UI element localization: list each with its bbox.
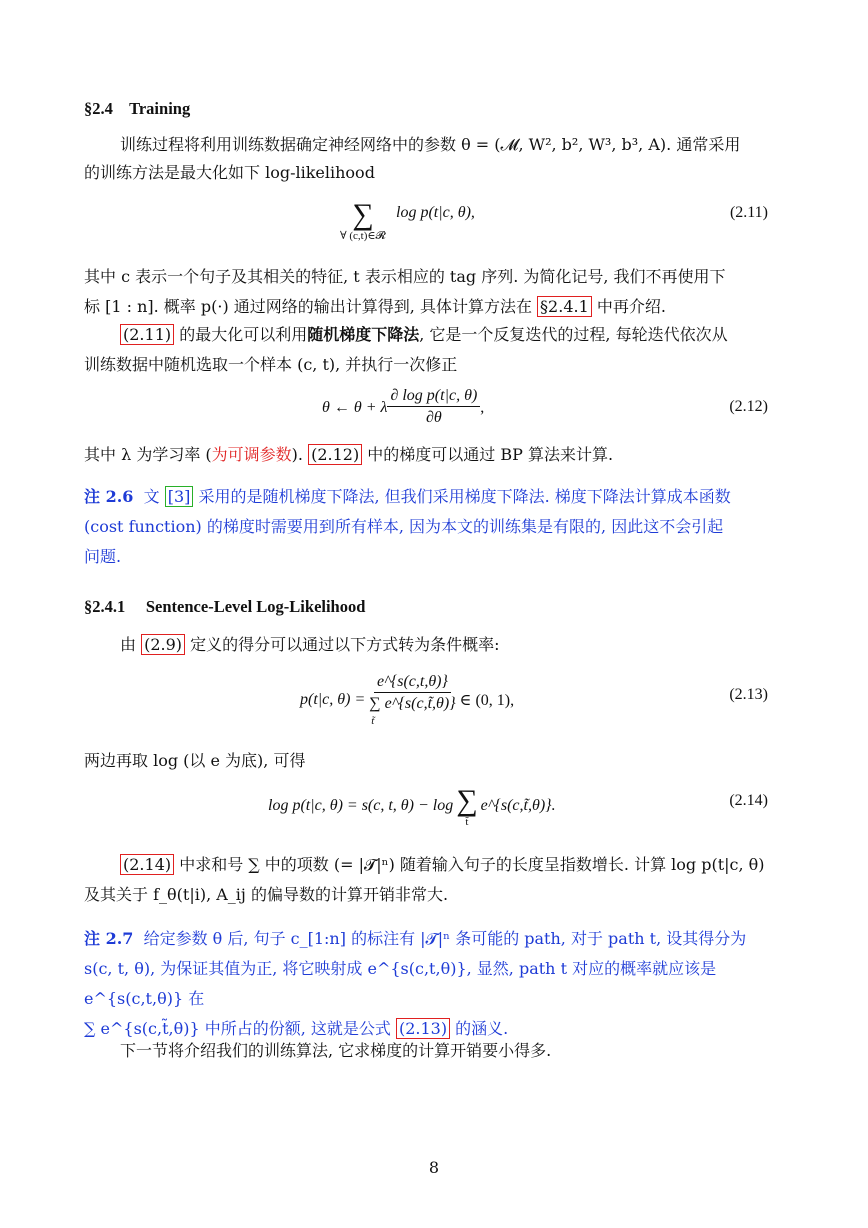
text-span: 其中 λ 为学习率 ( bbox=[84, 445, 212, 464]
numerator: e^{s(c,t,θ)} bbox=[374, 672, 451, 693]
equation-lhs: θ ← θ + λ bbox=[322, 398, 388, 416]
text-span: 两边再取 log (以 e 为底), 可得 bbox=[84, 751, 306, 770]
text-span: ). bbox=[291, 445, 309, 464]
highlight-text: 为可调参数 bbox=[211, 445, 292, 464]
equation-2-13 bbox=[84, 668, 768, 740]
equation-link[interactable]: (2.11) bbox=[120, 324, 174, 345]
paragraph-2-line-1: 其中 c 表示一个句子及其相关的特征, t 表示相应的 tag 序列. 为简化记号, 我们不再使用下 bbox=[84, 267, 726, 286]
note-2-7-line-2: s(c, t, θ), 为保证其值为正, 将它映射成 e^{s(c,t,θ)}, 显然, path t 对应的概率就应该是 e^{s(c,t,θ)} 在 bbox=[84, 959, 717, 1008]
note-2-6-line-2: (cost function) 的梯度时需要用到所有样本, 因为本文的训练集是有限的, 因此这不会引起 bbox=[84, 517, 724, 536]
equation-lhs: log p(t|c, θ) = s(c, t, θ) − log bbox=[268, 797, 454, 814]
section-title: Training bbox=[129, 99, 191, 118]
equation-2-11-body: log p(t|c, θ), bbox=[396, 204, 475, 221]
note-label: 注 2.6 bbox=[84, 487, 134, 506]
text-span: 给定参数 θ 后, 句子 c_[1:n] 的标注有 |𝓣|ⁿ 条可能的 path, 对于 path t, 设其得分为 bbox=[143, 929, 747, 948]
equation-2-12-body bbox=[322, 386, 484, 429]
fraction bbox=[369, 672, 455, 727]
subsection-heading bbox=[84, 592, 768, 622]
equation-number: (2.12) bbox=[729, 398, 768, 415]
text-span: 由 bbox=[120, 635, 142, 654]
equation-number: (2.14) bbox=[729, 792, 768, 809]
text-span: 中的梯度可以通过 BP 算法来计算. bbox=[362, 445, 614, 464]
paragraph-6 bbox=[84, 746, 768, 776]
equation-tail: , bbox=[480, 398, 485, 416]
text-span: 标 [1 : n]. 概率 p(·) 通过网络的输出计算得到, 具体计算方法在 bbox=[84, 297, 538, 316]
text-span: , 它是一个反复迭代的过程, 每轮迭代依次从 bbox=[419, 325, 728, 344]
paragraph-1-line-2: 的训练方法是最大化如下 log-likelihood bbox=[84, 163, 375, 182]
note-2-6 bbox=[84, 482, 768, 572]
equation-2-14-body bbox=[268, 786, 556, 828]
paragraph-1 bbox=[84, 130, 768, 160]
equation-link[interactable]: (2.13) bbox=[396, 1018, 450, 1039]
note-2-6-line-1: 注 2.6 文 [3] 采用的是随机梯度下降法, 但我们采用梯度下降法. 梯度下降法计算成本函数 bbox=[84, 487, 731, 506]
paragraph-7-line-2: 及其关于 f_θ(t|i), A_ij 的偏导数的计算开销非常大. bbox=[84, 885, 449, 904]
equation-lhs: p(t|c, θ) = bbox=[300, 690, 366, 708]
sum-operator: ∑ ∀ (c,t)∈𝓡 bbox=[340, 198, 386, 242]
sum-subscript: t̃ bbox=[371, 715, 375, 727]
paragraph-3-line-1 bbox=[84, 320, 768, 350]
paragraph-3 bbox=[84, 320, 768, 380]
text-span: 定义的得分可以通过以下方式转为条件概率: bbox=[185, 635, 500, 654]
text-span: 中再介绍. bbox=[591, 297, 666, 316]
denominator: ∂θ bbox=[425, 409, 442, 426]
denominator-text: ∑ e^{s(c,t̃,θ)} bbox=[369, 695, 456, 712]
paragraph-7 bbox=[84, 850, 768, 910]
sum-subscript: ∀ (c,t)∈𝓡 bbox=[340, 230, 386, 242]
equation-link[interactable]: (2.9) bbox=[141, 634, 185, 655]
text-span: 下一节将介绍我们的训练算法, 它求梯度的计算开销要小得多. bbox=[120, 1041, 552, 1060]
denominator bbox=[369, 693, 455, 727]
numerator: ∂ log p(t|c, θ) bbox=[387, 386, 480, 407]
note-label: 注 2.7 bbox=[84, 929, 134, 948]
paragraph-2-line-2 bbox=[84, 292, 768, 322]
citation-link[interactable]: 3 bbox=[173, 487, 185, 506]
equation-2-12 bbox=[84, 386, 768, 432]
fraction bbox=[387, 386, 480, 429]
paragraph-2 bbox=[84, 262, 768, 322]
paragraph-7-line-1 bbox=[84, 850, 768, 880]
sum-operator: ∑ t̃ bbox=[456, 784, 478, 828]
note-2-7 bbox=[84, 924, 768, 1044]
text-span: 文 bbox=[143, 487, 165, 506]
note-2-6-line-3: 问题. bbox=[84, 547, 122, 566]
text-span: 的涵义. bbox=[450, 1019, 509, 1038]
note-2-7-line-1 bbox=[84, 924, 768, 954]
equation-tail: ∈ (0, 1), bbox=[459, 691, 515, 709]
text-span: ∑ e^{s(c,t̃,θ)} 中所占的份额, 这就是公式 bbox=[84, 1019, 396, 1038]
paragraph-4 bbox=[84, 440, 768, 470]
equation-2-14 bbox=[84, 786, 768, 840]
section-link[interactable]: §2.4.1 bbox=[537, 296, 592, 317]
page-number: 8 bbox=[428, 1158, 440, 1177]
equation-2-11 bbox=[84, 200, 768, 250]
equation-number: (2.13) bbox=[729, 686, 768, 703]
subsection-number: §2.4.1 bbox=[84, 597, 126, 616]
text-span: 采用的是随机梯度下降法, 但我们采用梯度下降法. 梯度下降法计算成本函数 bbox=[193, 487, 731, 506]
paragraph-1-cont bbox=[84, 158, 768, 188]
equation-2-13-body bbox=[300, 672, 514, 727]
paragraph-3-line-2: 训练数据中随机选取一个样本 (c, t), 并执行一次修正 bbox=[84, 355, 458, 374]
section-number: §2.4 bbox=[84, 99, 113, 118]
sum-subscript: t̃ bbox=[465, 816, 469, 828]
subsection-title: Sentence-Level Log-Likelihood bbox=[145, 597, 366, 616]
equation-link[interactable]: (2.14) bbox=[120, 854, 174, 875]
equation-number: (2.11) bbox=[729, 204, 768, 221]
equation-rhs: e^{s(c,t̃,θ)}. bbox=[480, 797, 556, 814]
paragraph-8 bbox=[84, 1036, 768, 1066]
text-span: 中求和号 ∑ 中的项数 (= |𝓣|ⁿ) 随着输入句子的长度呈指数增长. 计算 log p(t|c, θ) bbox=[174, 855, 765, 874]
text-span: 的最大化可以利用 bbox=[174, 325, 308, 344]
equation-link[interactable]: (2.12) bbox=[308, 444, 362, 465]
section-heading bbox=[84, 94, 768, 124]
paragraph-1-line-1: 训练过程将利用训练数据确定神经网络中的参数 θ = (𝓜, W², b², W³, b³, A). 通常采用 bbox=[120, 135, 741, 154]
emphasis-text: 随机梯度下降法 bbox=[307, 325, 420, 344]
paragraph-5 bbox=[84, 630, 768, 660]
